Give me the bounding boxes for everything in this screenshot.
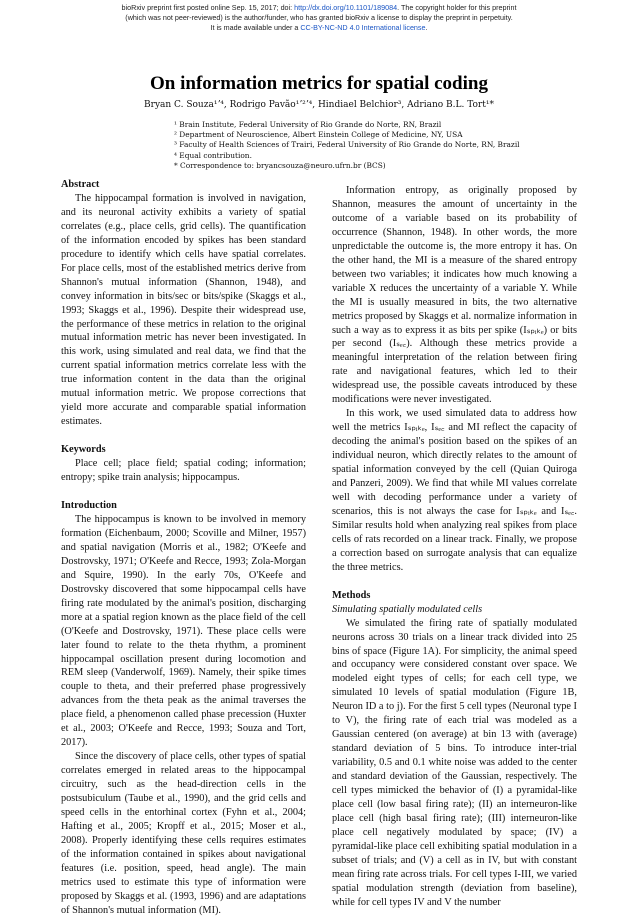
introduction-paragraph-1: The hippocampus is known to be involved in memory formation (Eichenbaum, 2000; Scoville and Milner, 1957) and spatial navigation (Morris et al., 1982; O'Keefe and Dostrovsky, 1971; O'Keefe and Recce, 1993; Zola-Morgan and Squire, 1990). In the early 70s, O'Keefe and Dostrovsky discovered that some hippocampal cells have firing rate modulated by the animal's position, discharging more at a spatial region known as the place field of the cell (O'Keefe and Dostrovsky, 1971). These place cells were later found to relate to the theta rhythm, a prominent hippocampal oscillation present during locomotion and REM sleep (Vanderwolf, 1969). Namely, their spike times couple to theta, and their preferred phase progressively advances from the theta peak as the animal traverses the place field, a phenomenon called phase precession (Huxter et al., 2003; O'Keefe and Recce, 1993; Souza and Tort, 2017). bbox=[61, 513, 306, 749]
right-column bbox=[332, 178, 577, 910]
banner-line-1: bioRxiv preprint first posted online Sep. 15, 2017; doi: http://dx.doi.org/10.1101/189084. The copyright holder for this preprint bbox=[121, 3, 517, 12]
introduction-heading: Introduction bbox=[61, 500, 117, 512]
author-list: Bryan C. Souza¹ʼ⁴, Rodrigo Pavão¹ʼ²ʼ⁴, Hindiael Belchior³, Adriano B.L. Tort¹* bbox=[144, 100, 494, 110]
affiliation-3: ³ Faculty of Health Sciences of Trairi, Federal University of Rio Grande do Norte, RN, Brazil bbox=[174, 140, 520, 150]
introduction-paragraph-2: Since the discovery of place cells, other types of spatial correlates emerged in related areas to the hippocampal circuitry, such as the head-direction cells in the postsubiculum (Taube et al., 1990), and the grid cells and speed cells in the entorhinal cortex (Fyhn et al., 2004; Hafting et al., 2005; Kropff et al., 2015; Moser et al., 2008). Properly identifying these cells requires estimates of the information contained in spikes about navigational features (i.e. position, speed, head angle). The main metrics used to estimate this type of information were proposed by Skaggs et al. (1993, 1996) and are adaptations of Shannon's mutual information (MI). bbox=[61, 751, 306, 916]
left-column bbox=[61, 178, 306, 918]
abstract-heading: Abstract bbox=[61, 179, 100, 190]
affiliation-2: ² Department of Neuroscience, Albert Einstein College of Medicine, NY, USA bbox=[174, 130, 463, 140]
correspondence-note: * Correspondence to: bryancsouza@neuro.ufrn.br (BCS) bbox=[174, 160, 386, 170]
equal-contribution-note: ⁴ Equal contribution. bbox=[174, 150, 252, 160]
methods-subheading: Simulating spatially modulated cells bbox=[332, 603, 483, 615]
affiliation-1: ¹ Brain Institute, Federal University of Rio Grande do Norte, RN, Brazil bbox=[174, 120, 442, 129]
preprint-banner bbox=[0, 3, 638, 33]
keywords-heading: Keywords bbox=[61, 444, 106, 456]
methods-heading: Methods bbox=[332, 589, 371, 601]
banner-line-2: (which was not peer-reviewed) is the author/funder, who has granted bioRxiv a license to display the preprint in perpetuity. bbox=[125, 13, 513, 22]
doi-link[interactable]: http://dx.doi.org/10.1101/189084 bbox=[294, 3, 398, 12]
abstract-text: The hippocampal formation is involved in navigation, and its neuronal activity exhibits a variety of spatial correlates (e.g., place cells, grid cells). The quantification of the information encoded by spikes has been standard procedure to identify which cells have spatial correlates. For place cells, most of the established metrics derive from Shannon's mutual information (Shannon, 1948), and convey information in bits/sec or bits/spike (Skaggs et al., 1993; Skaggs et al., 1996). Despite their widespread use, the performance of these metrics in relation to the original mutual information metric has never been investigated. In this work, using simulated and real data, we find that the current spatial information metrics correlate less with the true information content in the data than the original mutual information metric. We propose corrections that yield more accurate and comparable spatial information estimates. bbox=[61, 192, 306, 428]
banner-line-3: It is made available under a CC-BY-NC-ND 4.0 International license. bbox=[210, 23, 428, 32]
paper-title: On information metrics for spatial coding bbox=[150, 73, 488, 94]
methods-paragraph-1: We simulated the firing rate of spatially modulated neurons across 30 trials on a linear track divided into 25 bins of space (Figure 1A). For simplicity, the animal speed and occupancy were considered constant over space. We modeled eight types of cells; for each cell type, we simulated 10 levels of spatial modulation (Figure 1B, Neuron ID a to j). For the first 5 cell types (Neuronal type I to V), the firing rate of each trial was modeled as a Gaussian centered (on average) at bin 13 with (average) standard deviation of 5 bins. To introduce inter-trial variability, 0.5 and 0.1 white noise was added to the center and standard deviation of the Gaussian, respectively. The cell types mimicked the behavior of (I) a pyramidal-like place cell (low basal firing rate); (II) an interneuron-like place cell (high basal firing rate); (III) interneuron-like place cell negatively modulated by space; (IV) a pyramidal-like place cell exhibiting spatial modulation in a subset of trials; and (V) a cell as in IV, but with constant mean firing rate across trials. For cell types I-III, we varied spatial modulation strength (deviation from baseline), while for cell types IV and V the number bbox=[332, 617, 577, 908]
affiliations bbox=[174, 120, 574, 171]
keywords-text: Place cell; place field; spatial coding; information; entropy; spike train analysis; hippocampus. bbox=[61, 458, 306, 484]
license-link[interactable]: CC-BY-NC-ND 4.0 International license bbox=[300, 23, 426, 32]
intro-paragraph-3: Information entropy, as originally proposed by Shannon, measures the amount of uncertainty in the outcome of a variable based on its probability of occurrence (Shannon, 1948). In other words, the more unpredictable the outcome is, the more entropy it has. On the other hand, the MI is a measure of the shared entropy between two variables; it indicates how much knowing a variable X reduces the uncertainty of a variable Y. While the MI is usually measured in bits, the two alternative metrics proposed by Skaggs et al. normalize information in such a way as to express it as bits per spike (Iₛₚᵢₖₑ) or bits per second (Iₛₑ꜀). Although these metrics provide a meaningful interpretation of the relation between firing rate and navigational features, which led to their widespread use, the possible caveats introduced by these modifications were never investigated. bbox=[332, 185, 577, 406]
intro-paragraph-4: In this work, we used simulated data to address how well the metrics Iₛₚᵢₖₑ, Iₛₑ꜀ and MI reflect the capacity of decoding the animal's position based on the spikes of an individual neuron, which directly relates to the amount of spatial information conveyed by the cell (Quian Quiroga and Panzeri, 2009). We find that while MI values correlate well with decoding performance under a variety of scenarios, this is not always the case for Iₛₚᵢₖₑ and Iₛₑ꜀. Similar results hold when analyzing real spikes from place cells of rats recorded on a linear track. Finally, we propose a correction based on surrogate analysis that can equalize the three metrics. bbox=[332, 408, 577, 573]
